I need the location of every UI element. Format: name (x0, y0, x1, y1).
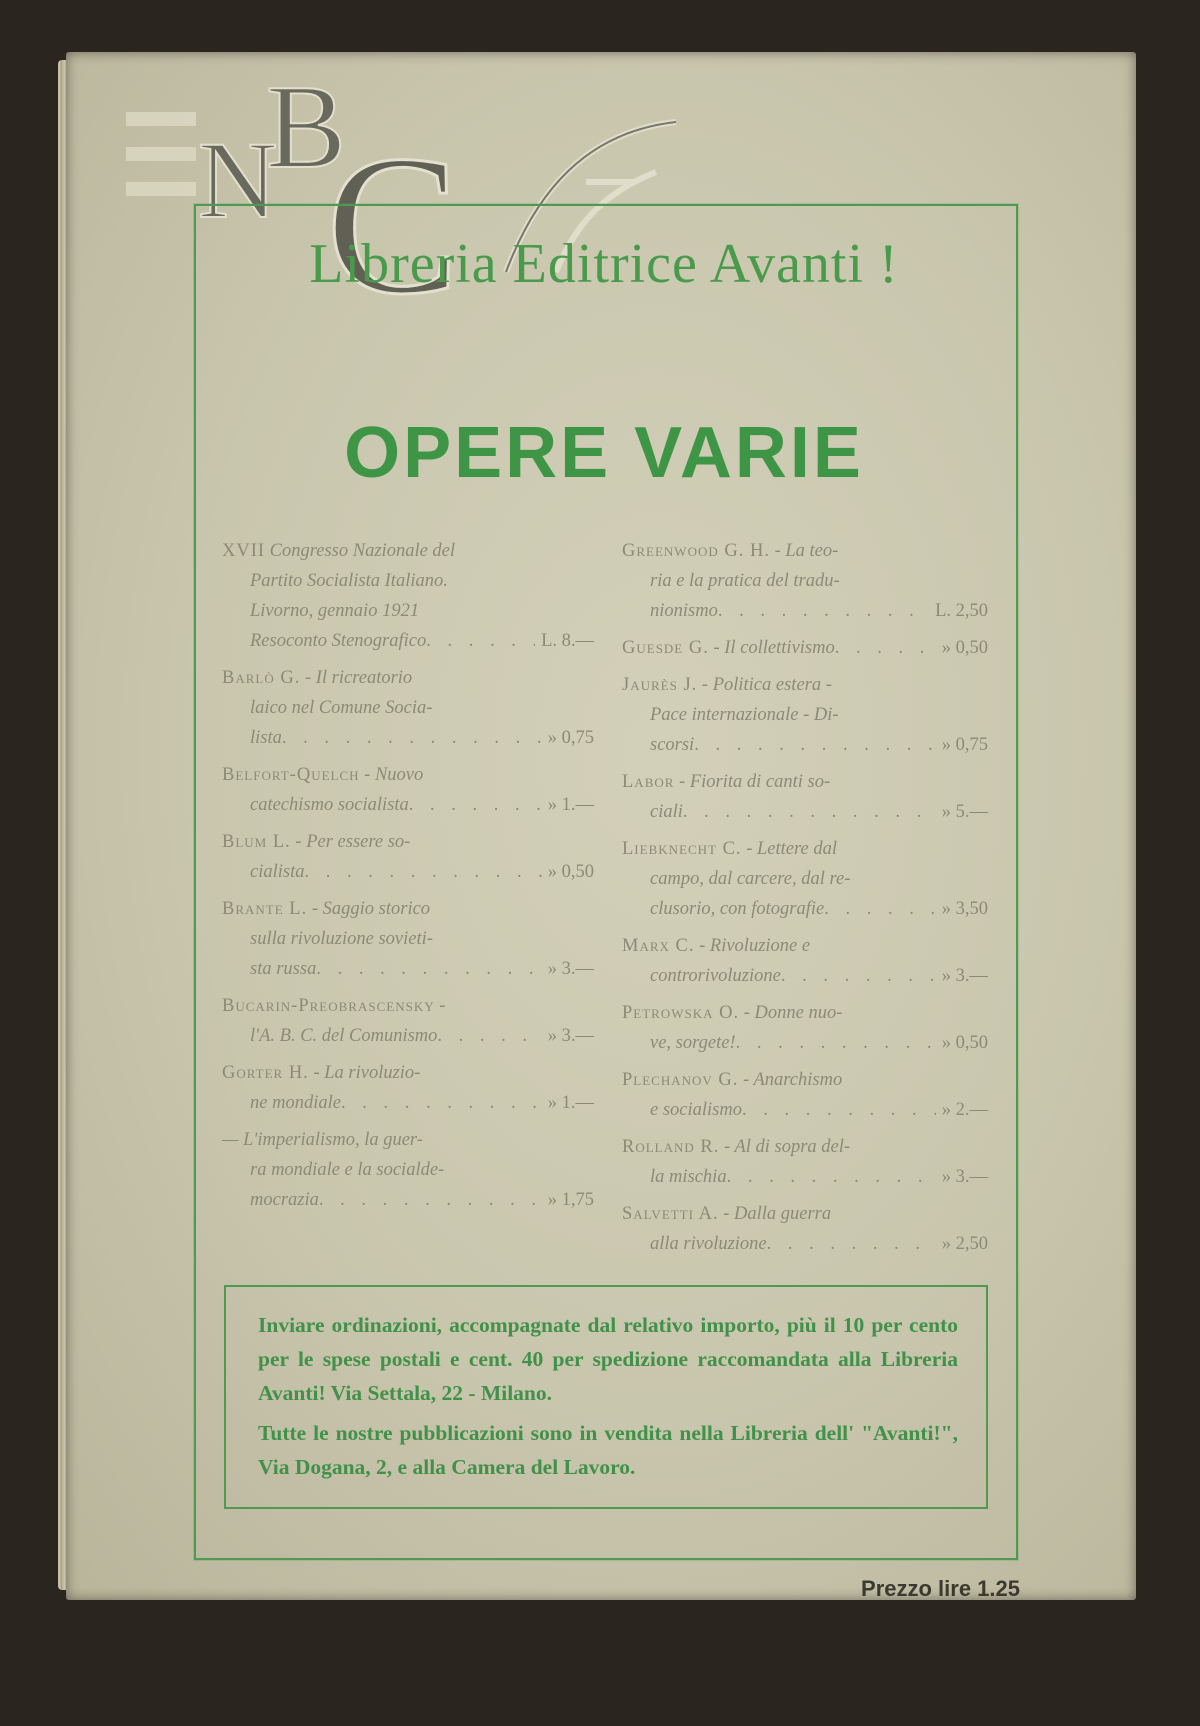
entry-line (222, 693, 594, 723)
entry-line (622, 931, 988, 961)
dot-leader (742, 1095, 936, 1125)
entry-line (222, 894, 594, 924)
entry-author: Guesde G. (622, 638, 709, 658)
catalog-entry (222, 536, 594, 656)
entry-title-line: sulla rivoluzione sovieti- (250, 929, 433, 949)
dot-leader (437, 1021, 541, 1051)
entry-title-line: Congresso Nazionale del (269, 541, 456, 561)
entry-author: Petrowska O. (622, 1003, 740, 1023)
svg-text:B: B (266, 72, 347, 193)
entry-title-line: - Politica estera - (701, 675, 832, 695)
entry-title-line: - La rivoluzio- (313, 1063, 421, 1083)
entry-title-line: laico nel Comune Socia- (250, 698, 433, 718)
entry-title-line: cialista (250, 862, 305, 882)
entry-line (222, 760, 594, 790)
entry-title-line: Livorno, gennaio 1921 (250, 601, 420, 621)
entry-line (622, 730, 988, 760)
entry-line (622, 596, 988, 626)
entry-title-line: l'A. B. C. del Comunismo (250, 1026, 438, 1046)
entry-title-line: controrivoluzione (650, 966, 781, 986)
entry-line (622, 767, 988, 797)
entry-price: » 2.— (941, 1100, 988, 1120)
entry-line (222, 566, 594, 596)
dot-leader (304, 857, 541, 887)
entry-line (622, 961, 988, 991)
entry-line (622, 1028, 988, 1058)
entry-price: » 0,75 (941, 735, 988, 755)
entry-title-line: campo, dal carcere, dal re- (650, 869, 851, 889)
entry-title-line: sta russa (250, 959, 317, 979)
catalog-entry (622, 767, 988, 827)
publisher-heading: Libreria Editrice Avanti ! (309, 233, 899, 295)
entry-line (622, 1162, 988, 1192)
entry-author: Belfort-Quelch (222, 765, 360, 785)
entry-price: » 1,75 (547, 1190, 594, 1210)
entry-title-line: - Donne nuo- (743, 1003, 843, 1023)
catalog-entry (622, 1132, 988, 1192)
entry-price: » 0,50 (941, 638, 988, 658)
entry-price: » 3.— (941, 966, 988, 986)
dot-leader (341, 1088, 542, 1118)
entry-title-line: - Al di sopra del- (724, 1137, 851, 1157)
entry-author: Salvetti A. (622, 1204, 719, 1224)
entry-line (222, 827, 594, 857)
entry-line (222, 790, 594, 820)
entry-title-line: scorsi (650, 735, 695, 755)
dot-leader (824, 894, 936, 924)
entry-price: » 3,50 (941, 899, 988, 919)
entry-title-line: e socialismo (650, 1100, 742, 1120)
entry-title-line: Resoconto Stenografico (250, 631, 427, 651)
entry-line (622, 834, 988, 864)
entry-line (622, 894, 988, 924)
entry-line (622, 566, 988, 596)
dot-leader (409, 790, 542, 820)
entry-author: Jaurès J. (622, 675, 698, 695)
entry-title-line: - (439, 996, 446, 1016)
entry-line (622, 998, 988, 1028)
entry-line (622, 1095, 988, 1125)
entry-line (222, 536, 594, 566)
entry-author: Brante L. (222, 899, 308, 919)
entry-title-line: - Lettere dal (746, 839, 837, 859)
dot-leader (835, 633, 936, 663)
entry-author: Barlò G. (222, 668, 301, 688)
entry-line (222, 1088, 594, 1118)
dot-leader (683, 797, 936, 827)
catalog-entry (222, 894, 594, 984)
entry-price: » 0,75 (547, 728, 594, 748)
entry-author: XVII (222, 541, 266, 561)
entry-line (622, 700, 988, 730)
entry-line (622, 670, 988, 700)
entry-price: » 0,50 (547, 862, 594, 882)
entry-line (622, 797, 988, 827)
catalog-entry (622, 633, 988, 663)
entry-line (622, 1229, 988, 1259)
entry-title-line: mocrazia (250, 1190, 319, 1210)
entry-line (222, 1125, 594, 1155)
entry-line (222, 663, 594, 693)
entry-author: Liebknecht C. (622, 839, 742, 859)
entry-title-line: ve, sorgete! (650, 1033, 736, 1053)
entry-line (222, 626, 594, 656)
entry-title-line: - La teo- (774, 541, 839, 561)
dot-leader (282, 723, 542, 753)
catalog-column-left (222, 536, 594, 1222)
entry-line (622, 1199, 988, 1229)
entry-author: Blum L. (222, 832, 291, 852)
entry-line (622, 633, 988, 663)
catalog-entry (622, 1065, 988, 1125)
entry-line (622, 1065, 988, 1095)
entry-author: Labor (622, 772, 675, 792)
entry-price: » 2,50 (941, 1234, 988, 1254)
catalog-column-right (622, 536, 988, 1266)
entry-title-line: nionismo (650, 601, 718, 621)
entry-title-line: - Nuovo (364, 765, 424, 785)
entry-title-line: lista (250, 728, 282, 748)
entry-title-line: - Rivoluzione e (699, 936, 811, 956)
entry-line (222, 924, 594, 954)
section-title: OPERE VARIE (344, 413, 864, 493)
entry-price: » 1.— (547, 795, 594, 815)
catalog-entry (222, 1058, 594, 1118)
dot-leader (319, 1185, 542, 1215)
entry-author: Gorter H. (222, 1063, 309, 1083)
entry-line (222, 954, 594, 984)
dot-leader (767, 1229, 936, 1259)
order-instructions: Inviare ordinazioni, accompagnate dal relativo importo, più il 10 per cento per le spese postali e cent. 40 per spedizione raccomandata alla Libreria Avanti! Via Settala, 22 - Milano. (258, 1313, 958, 1405)
entry-title-line: ra mondiale e la socialde- (250, 1160, 445, 1180)
svg-text:C: C (326, 115, 460, 332)
dot-leader (426, 626, 535, 656)
entry-line (222, 1021, 594, 1051)
catalog-entry (222, 663, 594, 753)
entry-title-line: - Saggio storico (311, 899, 431, 919)
dot-leader (736, 1028, 936, 1058)
entry-line (222, 1155, 594, 1185)
catalog-entry (622, 536, 988, 626)
entry-line (622, 1132, 988, 1162)
entry-title-line: - Per essere so- (295, 832, 411, 852)
dot-leader (727, 1162, 936, 1192)
entry-title-line: - Il collettivismo (713, 638, 835, 658)
entry-price: » 3.— (547, 1026, 594, 1046)
entry-title-line: Pace internazionale - Di- (650, 705, 839, 725)
entry-line (222, 1058, 594, 1088)
catalog-entry (222, 760, 594, 820)
order-notice (258, 1308, 958, 1490)
entry-price: L. 8.— (541, 631, 594, 651)
catalog-entry (622, 834, 988, 924)
dot-leader (718, 596, 929, 626)
entry-title-line: - Il ricreatorio (304, 668, 413, 688)
entry-title-line: catechismo socialista (250, 795, 409, 815)
entry-line (222, 723, 594, 753)
entry-author: Rolland R. (622, 1137, 720, 1157)
catalog-entry (222, 991, 594, 1051)
entry-line (622, 864, 988, 894)
dot-leader (316, 954, 541, 984)
entry-line (222, 596, 594, 626)
entry-title-line: Partito Socialista Italiano. (250, 571, 448, 591)
entry-author: Bucarin-Preobrascensky (222, 996, 435, 1016)
entry-title-line: ciali (650, 802, 683, 822)
dot-leader (781, 961, 936, 991)
entry-line (222, 1185, 594, 1215)
sales-locations: Tutte le nostre pubblicazioni sono in vendita nella Libreria dell' "Avanti!", Via Dogana, 2, e alla Camera del Lavoro. (258, 1421, 958, 1479)
entry-title-line: — L'imperialismo, la guer- (222, 1130, 423, 1150)
entry-title-line: - Dalla guerra (723, 1204, 832, 1224)
entry-title-line: ria e la pratica del tradu- (650, 571, 840, 591)
dot-leader (694, 730, 936, 760)
entry-author: Marx C. (622, 936, 695, 956)
entry-line (622, 536, 988, 566)
entry-author: Greenwood G. H. (622, 541, 770, 561)
entry-title-line: - Fiorita di canti so- (679, 772, 831, 792)
entry-title-line: la mischia (650, 1167, 727, 1187)
entry-price: L. 2,50 (935, 601, 988, 621)
catalog-entry (622, 1199, 988, 1259)
entry-title-line: alla rivoluzione (650, 1234, 767, 1254)
entry-title-line: - Anarchismo (743, 1070, 843, 1090)
catalog-entry (622, 931, 988, 991)
catalog-entry (622, 998, 988, 1058)
entry-line (222, 991, 594, 1021)
entry-title-line: clusorio, con fotografie (650, 899, 825, 919)
entry-price: » 1.— (547, 1093, 594, 1113)
cover-price: Prezzo lire 1.25 (861, 1576, 1020, 1601)
entry-price: » 3.— (547, 959, 594, 979)
catalog-entry (222, 827, 594, 887)
entry-price: » 5.— (941, 802, 988, 822)
catalog-entry (622, 670, 988, 760)
svg-text:N: N (198, 119, 278, 241)
entry-price: » 3.— (941, 1167, 988, 1187)
catalog-entry (222, 1125, 594, 1215)
entry-title-line: ne mondiale (250, 1093, 341, 1113)
entry-author: Plechanov G. (622, 1070, 739, 1090)
entry-line (222, 857, 594, 887)
entry-price: » 0,50 (941, 1033, 988, 1053)
